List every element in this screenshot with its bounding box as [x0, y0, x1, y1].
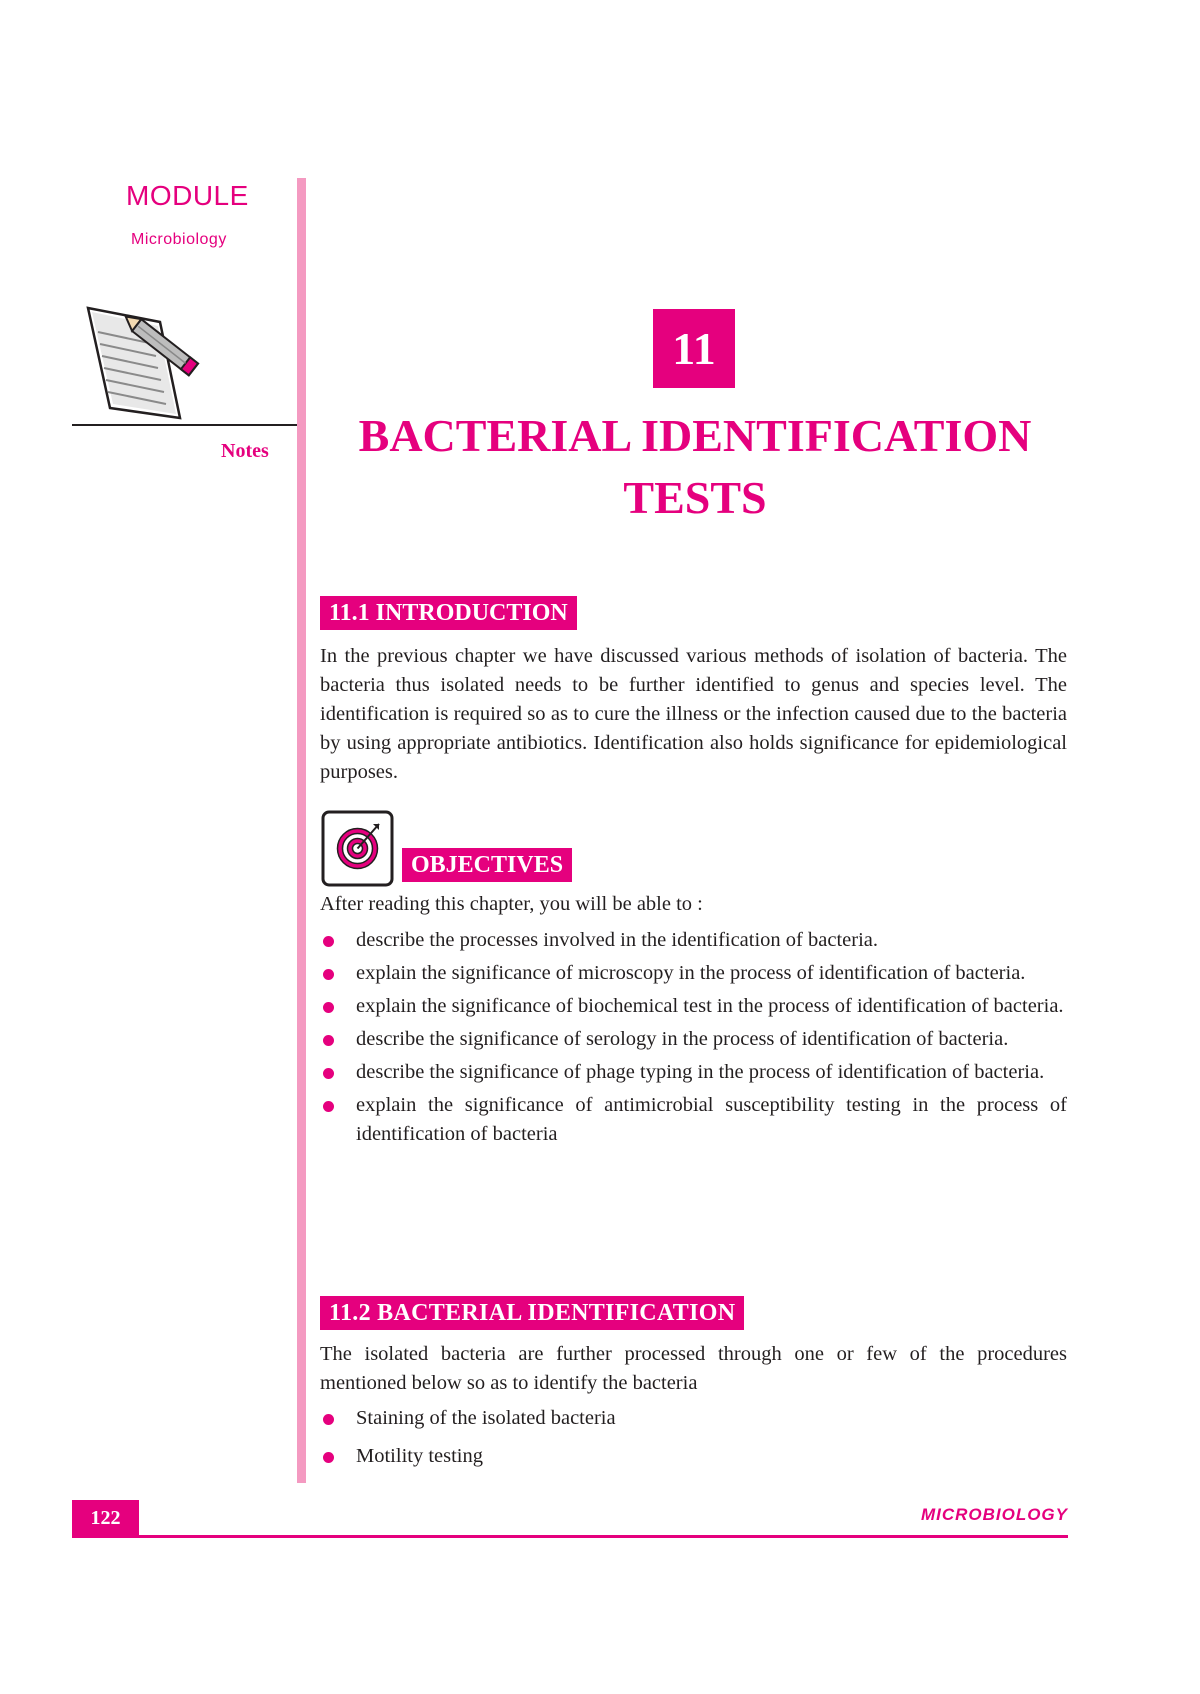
- procedures-list: [320, 1404, 1067, 1480]
- bullet-icon: [323, 1035, 334, 1046]
- bullet-icon: [323, 1068, 334, 1079]
- list-item-text: describe the significance of serology in the process of identification of bacteria.: [356, 1028, 1009, 1050]
- notes-label: Notes: [221, 440, 269, 462]
- list-item: [320, 1058, 1067, 1087]
- chapter-title: [330, 405, 1060, 529]
- bullet-icon: [323, 1452, 334, 1463]
- module-label: MODULE: [126, 180, 249, 211]
- list-item: [320, 959, 1067, 988]
- list-item-text: explain the significance of microscopy in the process of identification of bacteria.: [356, 962, 1026, 984]
- module-subject: Microbiology: [131, 231, 227, 248]
- list-item: [320, 1404, 1067, 1433]
- list-item: [320, 926, 1067, 955]
- section-heading-introduction: 11.1 INTRODUCTION: [320, 596, 577, 630]
- section-heading-bacterial-identification: 11.2 BACTERIAL IDENTIFICATION: [320, 1296, 744, 1330]
- bacterial-identification-paragraph: The isolated bacteria are further processed through one or few of the procedures mentioned below so as to identify the bacteria: [320, 1343, 1067, 1394]
- list-item-text: explain the significance of antimicrobial susceptibility testing in the process of identification of bacteria: [356, 1094, 1067, 1145]
- notepad-pencil-icon: [68, 300, 218, 440]
- footer-rule: [72, 1535, 1068, 1538]
- bullet-icon: [323, 936, 334, 947]
- notes-divider: [72, 424, 298, 426]
- list-item-text: describe the processes involved in the identification of bacteria.: [356, 929, 878, 951]
- footer-title: MICROBIOLOGY: [920, 1505, 1068, 1524]
- chapter-number: 11: [653, 309, 735, 388]
- objectives-intro: After reading this chapter, you will be able to :: [320, 893, 703, 915]
- page-number: 122: [72, 1500, 139, 1536]
- list-item-text: describe the significance of phage typing in the process of identification of bacteria.: [356, 1061, 1045, 1083]
- introduction-paragraph: In the previous chapter we have discussed various methods of isolation of bacteria. The bacteria thus isolated needs to be further identified to genus and species level. The identification is required so as to cure the illness or the infection caused due to the bacteria by using appropriate antibiotics. Identification also holds significance for epidemiological purposes.: [320, 645, 1067, 783]
- objectives-list: [320, 926, 1067, 1153]
- chapter-title-line-1: BACTERIAL IDENTIFICATION: [358, 410, 1032, 461]
- objectives-heading: OBJECTIVES: [402, 848, 572, 882]
- bullet-icon: [323, 969, 334, 980]
- list-item: [320, 1025, 1067, 1054]
- bullet-icon: [323, 1002, 334, 1013]
- list-item-text: Staining of the isolated bacteria: [356, 1407, 616, 1429]
- list-item-text: explain the significance of biochemical test in the process of identification of bacteria.: [356, 995, 1064, 1017]
- list-item-text: Motility testing: [356, 1445, 483, 1467]
- bullet-icon: [323, 1101, 334, 1112]
- list-item: [320, 1442, 1067, 1471]
- list-item: [320, 992, 1067, 1021]
- chapter-title-line-2: TESTS: [623, 472, 767, 523]
- margin-bar: [297, 178, 306, 1483]
- list-item: [320, 1091, 1067, 1149]
- bullet-icon: [323, 1414, 334, 1425]
- target-icon: [321, 810, 394, 887]
